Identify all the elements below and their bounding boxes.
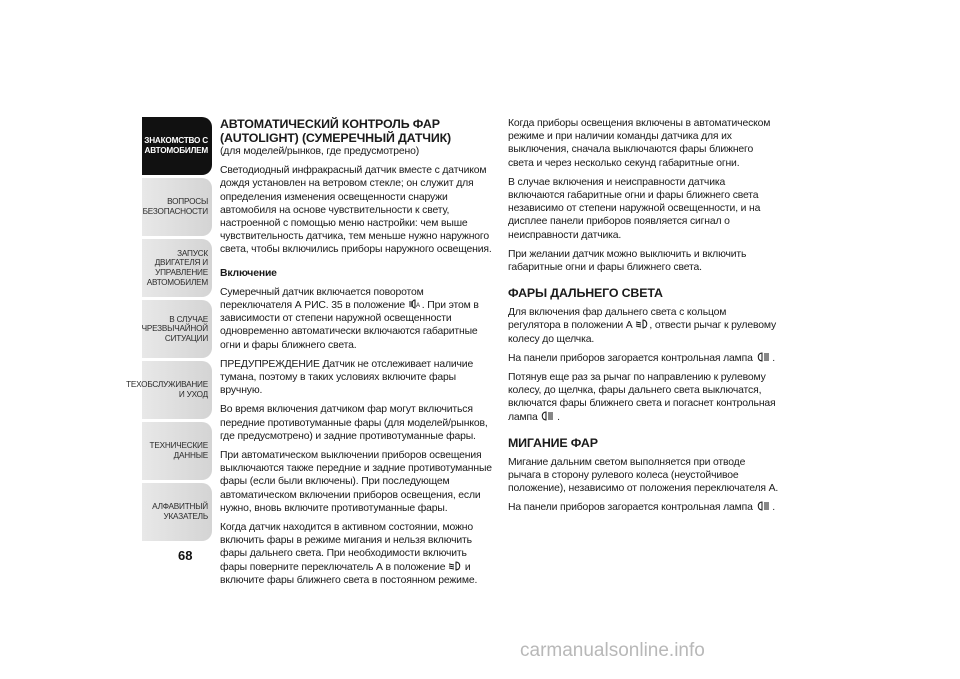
watermark: carmanualsonline.info xyxy=(520,640,705,661)
paragraph: Потянув еще раз за рычаг по направлению к рулевому колесу, до щелчка, фары дальнего света выключатся, включатся фары ближнего света и погаснет контрольная лампа . xyxy=(508,372,776,423)
paragraph: Для включения фар дальнего света с кольцом регулятора в положении А , отвести рычаг к рулевому колесу до щелчка. xyxy=(508,307,777,345)
low-beam-icon xyxy=(448,561,462,571)
paragraph: Мигание дальним светом выполняется при отводе рычага в сторону рулевого колеса (неустойчивое положение), независимо от положения переключателя А. xyxy=(508,456,779,495)
right-column xyxy=(508,117,780,521)
tab-index[interactable]: АЛФАВИТНЫЙ УКАЗАТЕЛЬ xyxy=(142,483,212,541)
tab-emergency[interactable]: В СЛУЧАЕ ЧРЕЗВЫЧАЙНОЙ СИТУАЦИИ xyxy=(142,300,212,358)
paragraph: В случае включения и неисправности датчика включаются габаритные огни и фары ближнего света независимо от степени наружной освещенности, и на дисплее панели приборов появляется сигнал о неисправности датчика. xyxy=(508,176,761,241)
paragraph: На панели приборов загорается контрольная лампа . xyxy=(508,502,775,514)
warning-paragraph: ПРЕДУПРЕЖДЕНИЕ Датчик не отслеживает наличие тумана, поэтому в таких условиях включите фары вручную. xyxy=(220,358,474,397)
high-beam-icon xyxy=(756,501,770,511)
paragraph: Во время включения датчиком фар могут включиться передние противотуманные фары (для моделей/рынков, где предусмотрено) и задние противотуманные фары. xyxy=(220,404,488,442)
high-beam-icon xyxy=(540,411,554,421)
section-title-autolight: АВТОМАТИЧЕСКИЙ КОНТРОЛЬ ФАР (AUTOLIGHT) (СУМЕРЕЧНЫЙ ДАТЧИК) xyxy=(220,117,451,145)
page-number: 68 xyxy=(178,548,193,563)
paragraph: На панели приборов загорается контрольная лампа . xyxy=(508,352,775,364)
tab-starting-driving[interactable]: ЗАПУСК ДВИГАТЕЛЯ И УПРАВЛЕНИЕ АВТОМОБИЛЕМ xyxy=(142,239,212,297)
subheading-activation: Включение xyxy=(220,267,277,279)
section-subtitle: (для моделей/рынков, где предусмотрено) xyxy=(220,146,420,157)
low-beam-icon xyxy=(635,319,649,329)
paragraph: При автоматическом выключении приборов освещения выключаются также передние и задние противотуманные фары (если были включены). При последующем автоматическом включении приборов освещения, если нужно, вновь включите противотуманные фары. xyxy=(220,450,492,514)
paragraph: При желании датчик можно выключить и включить габаритные огни и фары ближнего света. xyxy=(508,248,747,274)
auto-headlight-icon xyxy=(408,299,422,309)
svg-text:A: A xyxy=(415,303,420,310)
paragraph: Когда приборы освещения включены в автоматическом режиме и при наличии команды датчика для их выключения, сначала выключаются фары ближнего света и через несколько секунд габаритные огни. xyxy=(508,118,771,169)
high-beam-icon xyxy=(756,352,770,362)
paragraph: Сумеречный датчик включается поворотом переключателя А РИС. 35 в положение A . При этом в зависимости от степени наружной освещенности одновременно автоматически включаются габаритные огни и фары ближнего света. xyxy=(220,286,479,351)
tab-technical-data[interactable]: ТЕХНИЧЕСКИЕ ДАННЫЕ xyxy=(142,422,212,480)
paragraph: Когда датчик находится в активном состоянии, можно включить фары в режиме мигания и нельзя включить фары дальнего света. При необходимости включить фары поверните переключатель А в положение и включите фары ближнего света в постоянном режиме. xyxy=(220,522,478,586)
left-column xyxy=(220,117,492,593)
section-title-high-beam: ФАРЫ ДАЛЬНЕГО СВЕТА xyxy=(508,286,663,301)
chapter-sidebar xyxy=(126,117,212,544)
paragraph: Светодиодный инфракрасный датчик вместе с датчиком дождя установлен на ветровом стекле; он служит для определения изменения освещенности снаружи автомобиля на основе чувствительности к свету, настроенной с помощью меню настройки: чем выше чувствительность датчика, тем меньше нужно наружного света, чтобы включились приборы наружного освещения. xyxy=(220,165,492,256)
section-title-flashing: МИГАНИЕ ФАР xyxy=(508,435,598,450)
tab-safety[interactable]: ВОПРОСЫ БЕЗОПАСНОСТИ xyxy=(142,178,212,236)
tab-maintenance[interactable]: ТЕХОБСЛУЖИВАНИЕ И УХОД xyxy=(142,361,212,419)
tab-introduction[interactable]: ЗНАКОМСТВО С АВТОМОБИЛЕМ xyxy=(142,117,212,175)
